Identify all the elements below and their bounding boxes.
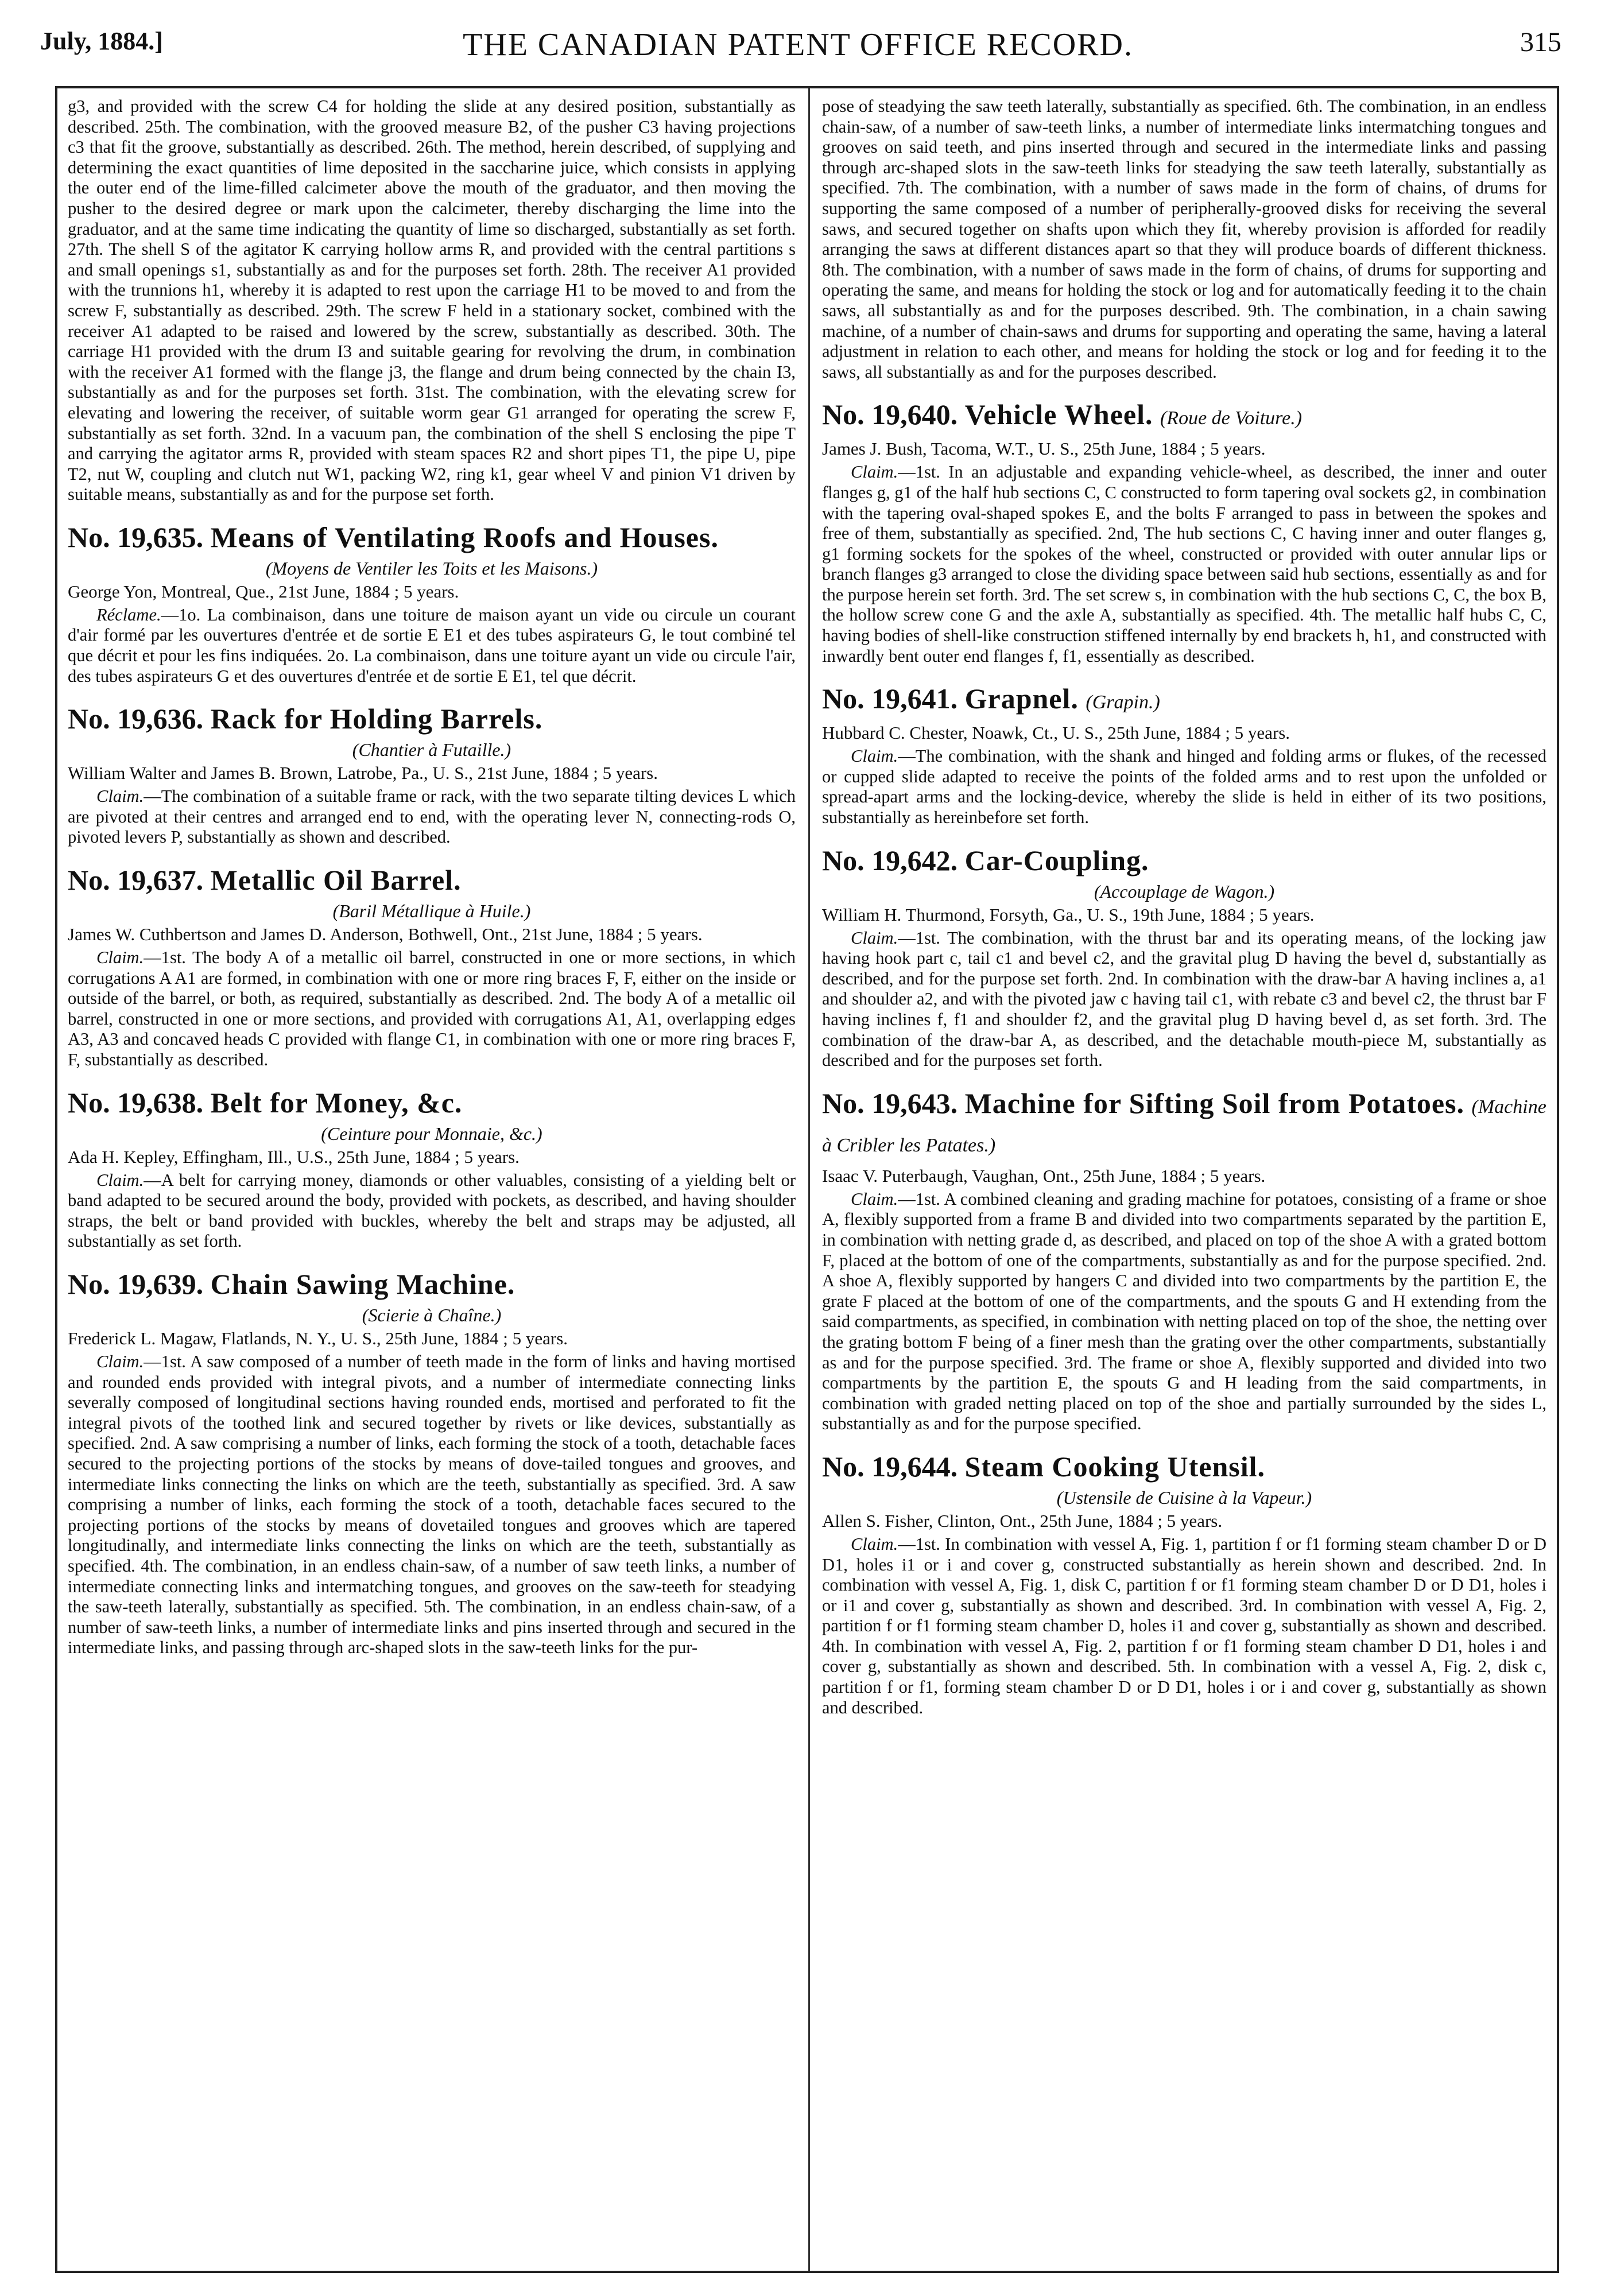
continued-claims: pose of steadying the saw teeth laterally, substantially as specified. 6th. The combination, in an endless chain-saw, of a number of saw-teeth links, a number of intermediate links intermatching tongues and grooves on said teeth, and pins inserted through and secured in the intermediate links and passing through arc-shaped slots in the saw-teeth links for steadying the saw teeth laterally, substantially as specified. 7th. The combination, with a number of saws made in the form of chains, of drums for supporting the same composed of a number of peripherally-grooved disks for receiving the several saws, and secured together on shafts upon which they fit, whereby provision is afforded for readily arranging the saws at different distances apart so that they will produce boards of different thickness. 8th. The combination, with a number of saws made in the form of chains, of drums for supporting and operating the same, and means for holding the stock or log and for automatically feeding it to the chain saws, all substantially as and for the purposes described. 9th. The combination, in a chain sawing machine, of a number of chain-saws and drums for supporting and operating the same, having a lateral adjustment in relation to each other, and means for holding the stock or log and for feeding it to the saws, all substantially as and for the purposes described. [822,96,1546,382]
inventor-line: James W. Cuthbertson and James D. Anderson, Bothwell, Ont., 21st June, 1884 ; 5 years. [68,924,703,945]
claim-label: Claim. [851,1534,898,1554]
claim-label: Claim. [96,786,144,806]
publication-title: THE CANADIAN PATENT OFFICE RECORD. [463,27,1133,63]
inventor-line: Allen S. Fisher, Clinton, Ont., 25th June, 1884 ; 5 years. [822,1510,1223,1531]
claim-text [68,605,796,687]
claim-label: Claim. [851,928,898,948]
claim-body: —The combination of a suitable frame or rack, with the two separate tilting devices L which are pivoted at their centres and arranged end to end, with the operating lever N, connecting-rods O, pivoted levers P, substantially as shown and described. [68,786,796,847]
patent-title: Metallic Oil Barrel. [210,864,462,897]
patent-entry-19638 [68,1085,796,1252]
patent-entry-19636 [68,701,796,848]
patent-title: Grapnel. [964,682,1079,715]
patent-title: Car-Coupling. [964,844,1149,876]
claim-label: Réclame. [96,604,161,625]
french-title: (Grapin.) [1086,692,1160,713]
french-title: (Baril Métallique à Huile.) [332,901,531,922]
patent-title: Machine for Sifting Soil from Potatoes. [964,1087,1465,1119]
patent-number: No. 19,638. [68,1086,204,1119]
claim-text [68,948,796,1071]
french-title: (Machine à Cribler les Patates.) [822,1096,1546,1156]
claim-text [68,786,796,848]
claim-body: —A belt for carrying money, diamonds or other valuables, consisting of a yielding belt or band adapted to be secured around the body, provided with pockets, as described, and having shoulder straps, the belt or band provided with buckles, whereby the belt and straps may be adjusted, all substantially as set forth. [68,1170,796,1251]
patent-entry-19642 [822,843,1546,1071]
inventor-line: Frederick L. Magaw, Flatlands, N. Y., U. S., 25th June, 1884 ; 5 years. [68,1328,568,1348]
patent-number: No. 19,639. [68,1267,204,1300]
patent-title: Means of Ventilating Roofs and Houses. [210,521,719,553]
claim-body: —1st. In combination with vessel A, Fig. 1, partition f or f1 forming steam chamber D or D D1, holes i1 or i and cover g, constructed substantially as herein shown and described. 2nd. In combination with vessel A, Fig. 1, disk C, partition f or f1 forming steam chamber D or D D1, holes i or i1 and cover g, substantially as shown and described. 3rd. In combination with vessel A, Fig. 2, partition f or f1 forming steam chamber D, holes i1 and cover g, substantially as shown and described. 4th. In combination with vessel A, Fig. 2, partition f or f1 forming steam chamber D D1, holes i and cover g, substantially as shown and described. 5th. In combination with a vessel A, Fig. 2, disk c, partition f or f1, forming steam chamber D or D D1, holes i or i and cover g, substantially as shown and described. [822,1534,1546,1717]
french-title: (Roue de Voiture.) [1160,408,1303,429]
claim-text [68,1352,796,1658]
entry-heading [68,1267,796,1301]
french-title: (Chantier à Futaille.) [352,739,511,761]
entry-heading [822,1449,1546,1484]
inventor-line: Isaac V. Puterbaugh, Vaughan, Ont., 25th June, 1884 ; 5 years. [822,1165,1266,1186]
claim-body: —The combination, with the shank and hinged and folding arms or flukes, of the recessed or cupped slide adapted to receive the points of the folded arms and to rest upon the unfolded or spread-apart arms and the locking-device, whereby the slide is held in either of its two positions, substantially as hereinbefore set forth. [822,746,1546,828]
entry-heading [68,863,796,897]
patent-entry-19641 [822,681,1546,828]
patent-number: No. 19,635. [68,521,204,553]
entry-heading [68,520,796,554]
patent-entry-19635 [68,520,796,687]
claim-label: Claim. [96,1170,144,1190]
patent-number: No. 19,640. [822,398,958,431]
entry-heading [822,1086,1546,1163]
claim-text [822,746,1546,828]
claim-text [68,1170,796,1252]
claim-label: Claim. [851,746,898,766]
entry-heading [68,1085,796,1120]
inventor-line: George Yon, Montreal, Que., 21st June, 1884 ; 5 years. [68,581,459,602]
patent-entry-19637 [68,863,796,1071]
claim-body: —1st. In an adjustable and expanding vehicle-wheel, as described, the inner and outer flanges g, g1 of the half hub sections C, C constructed to form tapering oval sockets g2, in combination with the tapering oval-shaped spokes E, and the bolts F arranged to pass in between the spokes and free of them, substantially as specified. 2nd, The hub sections C, C having inner and outer flanges g, g1 forming sockets for the spokes of the wheel, constructed or provided with outer annular lips or branch flanges g3 arranged to close the dividing space between said hub sections, essentially as and for the purpose herein set forth. 3rd. The set screw s, in combination with the hub sections C, C, the box B, the hollow screw cone G and the axle A, substantially as specified. 4th. The metallic half hubs C, C, having bodies of shell-like construction stiffened internally by end brackets h, h1, and constructed with inwardly bent outer end flanges f, f1, essentially as described. [822,462,1546,666]
patent-number: No. 19,643. [822,1087,958,1119]
patent-title: Chain Sawing Machine. [210,1267,515,1300]
page-header [23,26,1573,78]
patent-title: Belt for Money, &c. [210,1086,463,1119]
patent-number: No. 19,641. [822,682,958,715]
inventor-line: Hubbard C. Chester, Noawk, Ct., U. S., 25th June, 1884 ; 5 years. [822,723,1290,743]
claim-label: Claim. [96,1351,144,1371]
claim-text [822,1534,1546,1718]
claim-body: —1st. The combination, with the thrust bar and its operating means, of the locking jaw having hook part c, tail c1 and bevel c2, and the gravital plug D having the bevel d, substantially as described, and for the purpose set forth. 2nd. In combination with the draw-bar A having inclines a, a1 and shoulder a2, and with the pivoted jaw c having tail c1, with rebate c3 and bevel c2, the thrust bar F having inclines f, f1 and shoulder f2, and the gravital plug D having bevel d, as set forth. 3rd. The combination of the draw-bar A, as described, and the detachable mouth-piece M, substantially as described and for the purposes set forth. [822,928,1546,1071]
page-number: 315 [1520,27,1561,57]
claim-body: —1st. A combined cleaning and grading machine for potatoes, consisting of a frame or shoe A, flexibly supported from a frame B and divided into two compartments separated by the partition E, in combination with netting grade d, as described, and placed on top of the shoe A with a grated bottom F, placed at the bottom of one of the compartments, substantially as and for the purpose specified. 2nd. A shoe A, flexibly supported by hangers C and divided into two compartments by the partition E, the grate F placed at the bottom of one of the compartments, and the spouts G and H extending from the said compartments, as specified, in combination with netting placed on top of the shoe, the netting over the grating bottom F being of a finer mesh than the grating over the other compartments, substantially as and for the purpose specified. 3rd. The frame or shoe A, flexibly supported and divided into two compartments by the partition E, the spouts G and H leading from the said compartments, in combination with graded netting placed on top of the shoe and partially surrounded by the sides L, substantially as and for the purpose specified. [822,1189,1546,1434]
patent-entry-19639 [68,1267,796,1658]
claim-body: —1st. A saw composed of a number of teeth made in the form of links and having mortised and rounded ends provided with integral pivots, and a number of intermediate connecting links severally composed of longitudinal sections having rounded ends, mortised and perforated to fit the integral pivots of the toothed link and secured together by rivets or like devices, substantially as specified. 2nd. A saw comprising a number of links, each forming the stock of a tooth, detachable faces secured to the projecting portions of the stocks by means of dove-tailed tongues and grooves, and intermediate links connecting the links on which are the teeth, substantially as specified. 3rd. A saw comprising a number of links, each forming the stock of a tooth, detachable faces secured to the projecting portions of the stocks by means of dovetailed tongues and grooves which are tapered longitudinally, and intermediate links connecting the links on which are the teeth, substantially as specified. 4th. The combination, in an endless chain-saw, of a number of saw teeth links, a number of intermediate connecting links and intermatching tongues, and grooves on the saw-teeth for steadying the saw-teeth laterally, substantially as specified. 5th. The combination, in an endless chain-saw, of a number of saw-teeth links, a number of intermediate links and pins inserted through and secured in the intermediate links, and passing through arc-shaped slots in the saw-teeth links for the pur- [68,1351,796,1658]
french-title: (Ceinture pour Monnaie, &c.) [321,1123,542,1144]
claim-label: Claim. [96,948,144,968]
patent-number: No. 19,636. [68,703,204,735]
inventor-line: Ada H. Kepley, Effingham, Ill., U.S., 25th June, 1884 ; 5 years. [68,1146,520,1167]
continued-claims: g3, and provided with the screw C4 for holding the slide at any desired position, substantially as described. 25th. The combination, with the grooved measure B2, of the pusher C3 having projections c3 that fit the groove, substantially as described. 26th. The method, herein described, of supplying and determining the exact quantities of lime deposited in the saccharine juice, which consists in applying the outer end of the lime-filled calcimeter above the mouth of the graduator, and then moving the pusher to the desired degree or mark upon the calcimeter, thereby discharging the lime into the graduator, and at the same time indicating the quantity of lime so discharged, substantially as set forth. 27th. The shell S of the agitator K carrying hollow arms R, and provided with the central partitions s and small openings s1, substantially as and for the purposes set forth. 28th. The receiver A1 provided with the trunnions h1, whereby it is adapted to rest upon the carriage H1 to be moved to and from the screw F, substantially as described. 29th. The screw F held in a stationary socket, combined with the receiver A1 adapted to be raised and lowered by the screw, substantially as described. 30th. The carriage H1 provided with the drum I3 and suitable gearing for revolving the drum, in combination with the receiver A1 formed with the flange j3, the flange and drum being connected by the chain I3, substantially as and for the purposes set forth. 31st. The combination, with the elevating screw for elevating and lowering the receiver, of suitable worm gear G1 arranged for operating the screw F, substantially as set forth. 32nd. In a vacuum pan, the combination of the shell S enclosing the pipe T and carrying the agitator arms R, provided with steam spaces R2 and short pipes T1, the pipe U, pipe T2, nut W, coupling and clutch nut W1, packing W2, ring k1, gear wheel V and pinion V1 driven by suitable means, substantially as and for the purpose set forth. [68,96,796,505]
patent-entry-19644 [822,1449,1546,1718]
patent-number: No. 19,644. [822,1450,958,1483]
claim-body: —1o. La combinaison, dans une toiture de maison ayant un vide ou circule un courant d'air formé par les ouvertures d'entrée et de sortie E E1 et des tubes aspirateurs G, le tout combiné tel que décrit et pour les fins indiquées. 2o. La combinaison, dans une toiture ayant un vide ou circule l'air, des tubes aspirateurs G et des ouvertures d'entrée et de sortie E E1, tel que décrit. [68,604,796,686]
entry-heading [822,397,1546,436]
entry-heading [68,701,796,736]
patent-title: Vehicle Wheel. [964,398,1153,431]
issue-date: July, 1884.] [40,27,163,55]
patent-number: No. 19,637. [68,864,204,897]
column-divider [808,88,810,2271]
right-column [822,96,1546,2260]
inventor-line: William Walter and James B. Brown, Latrobe, Pa., U. S., 21st June, 1884 ; 5 years. [68,763,658,784]
claim-text [822,462,1546,666]
patent-entry-19640 [822,397,1546,666]
french-title: (Ustensile de Cuisine à la Vapeur.) [1056,1487,1312,1508]
patent-number: No. 19,642. [822,844,958,876]
inventor-line: James J. Bush, Tacoma, W.T., U. S., 25th June, 1884 ; 5 years. [822,439,1266,459]
french-title: (Accouplage de Wagon.) [1094,881,1275,902]
claim-text [822,1189,1546,1434]
patent-entry-19643 [822,1086,1546,1434]
claim-label: Claim. [851,1189,898,1209]
claim-text [822,928,1546,1071]
claim-body: —1st. The body A of a metallic oil barrel, constructed in one or more sections, in which corrugations A A1 are formed, in combination with one or more ring braces F, F, either on the inside or outside of the barrel, or both, as required, substantially as described. 2nd. The body A of a metallic oil barrel, constructed in one or more sections, and provided with corrugations A1, A1, overlapping edges A3, A3 and concaved heads C provided with flange C1, in combination with one or more ring braces F, F, substantially as described. [68,948,796,1069]
entry-heading [822,681,1546,720]
inventor-line: William H. Thurmond, Forsyth, Ga., U. S., 19th June, 1884 ; 5 years. [822,904,1315,925]
french-title: (Scierie à Chaîne.) [362,1304,502,1325]
claim-label: Claim. [851,462,898,482]
left-column [68,96,796,2260]
patent-title: Rack for Holding Barrels. [210,703,543,735]
entry-heading [822,843,1546,878]
french-title: (Moyens de Ventiler les Toits et les Maisons.) [265,557,598,579]
patent-title: Steam Cooking Utensil. [964,1450,1266,1483]
